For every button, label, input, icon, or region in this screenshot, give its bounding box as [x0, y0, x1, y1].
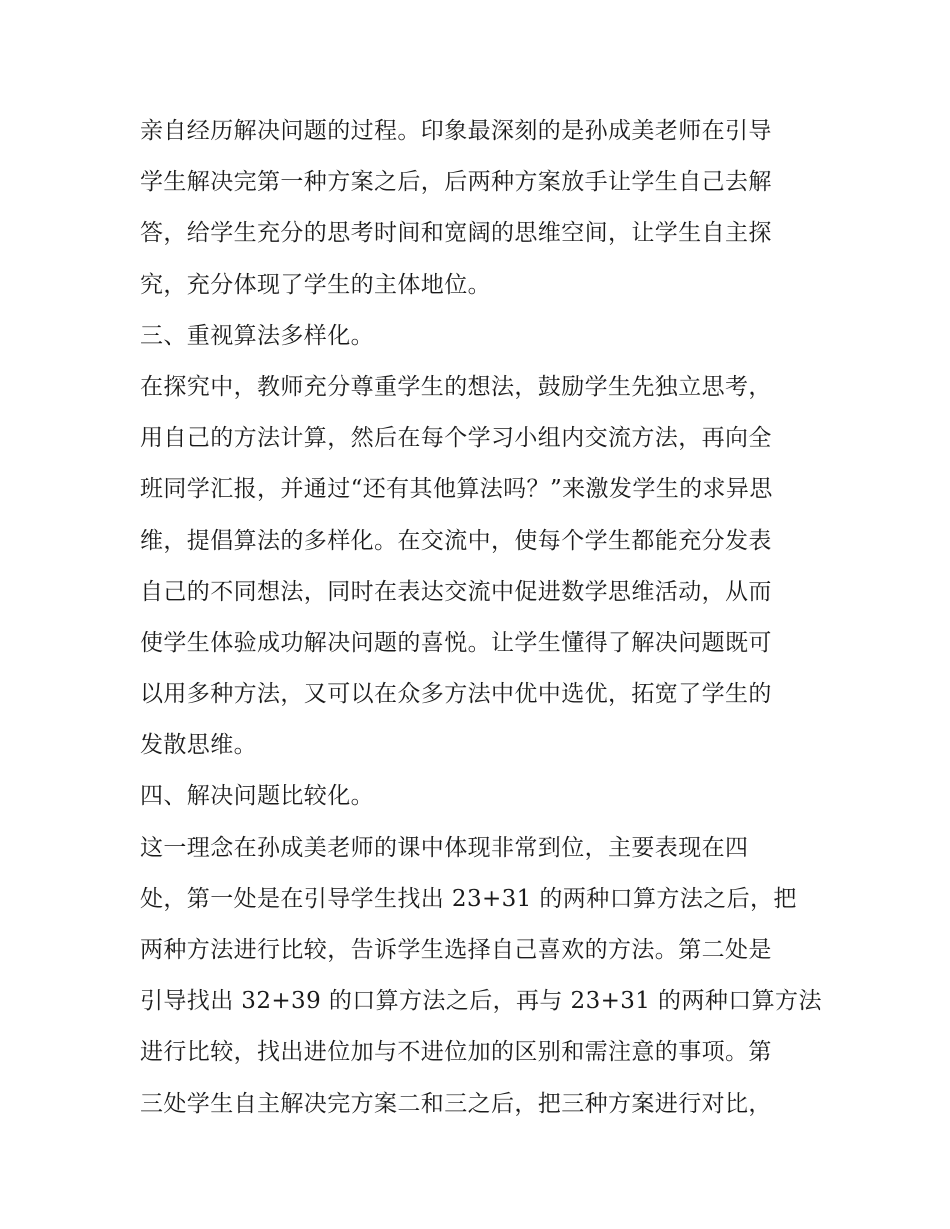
text-line: 发散思维。 — [140, 732, 257, 759]
section-heading: 四、解决问题比较化。 — [140, 783, 374, 810]
text-line: 维，提倡算法的多样化。在交流中，使每个学生都能充分发表 — [140, 527, 772, 554]
text-line: 使学生体验成功解决问题的喜悦。让学生懂得了解决问题既可 — [140, 629, 772, 656]
section-heading: 三、重视算法多样化。 — [140, 322, 374, 349]
text-line: 班同学汇报，并通过“还有其他算法吗？”来激发学生的求异思 — [140, 476, 773, 503]
text-line: 以用多种方法，又可以在众多方法中优中选优，拓宽了学生的 — [140, 681, 772, 708]
text-line: 三处学生自主解决完方案二和三之后，把三种方案进行对比， — [140, 1090, 772, 1117]
text-line: 答，给学生充分的思考时间和宽阔的思维空间，让学生自主探 — [140, 220, 772, 247]
text-line: 在探究中，教师充分尊重学生的想法，鼓励学生先独立思考， — [140, 373, 772, 400]
text-line: 两种方法进行比较，告诉学生选择自己喜欢的方法。第二处是 — [140, 937, 772, 963]
text-line: 进行比较，找出进位加与不进位加的区别和需注意的事项。第 — [140, 1039, 772, 1066]
text-line: 处，第一处是在引导学生找出 23+31 的两种口算方法之后，把 — [140, 885, 797, 912]
text-line: 自己的不同想法，同时在表达交流中促进数学思维活动，从而 — [140, 578, 772, 605]
document-body — [140, 106, 820, 1130]
text-line: 学生解决完第一种方案之后，后两种方案放手让学生自己去解 — [140, 169, 772, 196]
text-line: 这一理念在孙成美老师的课中体现非常到位，主要表现在四 — [140, 834, 749, 861]
text-line: 引导找出 32+39 的口算方法之后，再与 23+31 的两种口算方法 — [140, 988, 822, 1015]
text-line: 用自己的方法计算，然后在每个学习小组内交流方法，再向全 — [140, 425, 772, 452]
text-line: 究，充分体现了学生的主体地位。 — [140, 271, 491, 298]
text-line: 亲自经历解决问题的过程。印象最深刻的是孙成美老师在引导 — [140, 118, 772, 144]
